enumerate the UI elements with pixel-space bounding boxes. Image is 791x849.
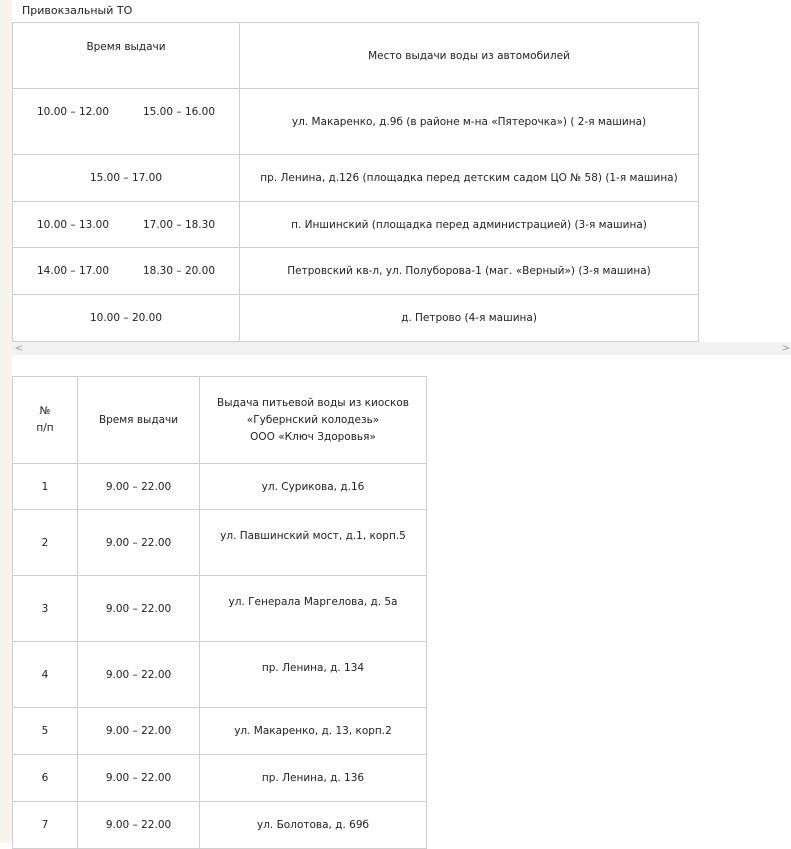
address-cell: ул. Макаренко, д. 13, корп.2	[200, 708, 427, 755]
header-kiosk-line: Выдача питьевой воды из киосков	[217, 396, 409, 409]
place-cell: д. Петрово (4-я машина)	[240, 295, 699, 342]
time-range: 14.00 – 17.00	[37, 265, 110, 277]
table-row	[13, 510, 427, 576]
number-cell: 2	[13, 510, 78, 576]
table-row	[13, 642, 427, 708]
address-cell: ул. Генерала Маргелова, д. 5а	[200, 576, 427, 642]
header-kiosk-cell	[200, 377, 427, 464]
number-cell: 4	[13, 642, 78, 708]
time-cell: 10.00 – 20.00	[13, 295, 240, 342]
address-cell: ул. Павшинский мост, д.1, корп.5	[200, 510, 427, 576]
time-cell: 9.00 – 22.00	[78, 802, 200, 849]
time-cell	[13, 89, 240, 155]
time-range: 10.00 – 13.00	[37, 218, 110, 231]
water-kiosks-table	[12, 376, 427, 849]
place-cell: п. Иншинский (площадка перед администрацией) (3-я машина)	[240, 202, 699, 248]
time-cell: 9.00 – 22.00	[78, 755, 200, 802]
number-cell: 1	[13, 464, 78, 510]
time-cell: 9.00 – 22.00	[78, 464, 200, 510]
time-range: 15.00 – 16.00	[142, 106, 215, 118]
table-row	[13, 248, 699, 295]
place-cell: пр. Ленина, д.126 (площадка перед детским садом ЦО № 58) (1-я машина)	[240, 155, 699, 202]
scroll-right-arrow-icon[interactable]: >	[781, 343, 791, 354]
time-cell: 9.00 – 22.00	[78, 708, 200, 755]
time-cell: 9.00 – 22.00	[78, 576, 200, 642]
time-range: 18.30 – 20.00	[142, 265, 215, 277]
time-range: 17.00 – 18.30	[142, 218, 215, 231]
table-row	[13, 576, 427, 642]
time-cell: 9.00 – 22.00	[78, 642, 200, 708]
table-header-row	[13, 377, 427, 464]
header-kiosk-line: «Губернский колодезь»	[246, 413, 380, 426]
water-trucks-table	[12, 22, 699, 342]
table-row	[13, 464, 427, 510]
address-cell: пр. Ленина, д. 136	[200, 755, 427, 802]
header-number-line: п/п	[36, 422, 54, 434]
time-cell	[13, 202, 240, 248]
time-cell: 15.00 – 17.00	[13, 155, 240, 202]
table-header-row	[13, 23, 699, 89]
table-row	[13, 295, 699, 342]
number-cell: 5	[13, 708, 78, 755]
header-number-cell	[13, 377, 78, 464]
header-kiosk-line: ООО «Ключ Здоровья»	[250, 430, 376, 443]
place-cell: ул. Макаренко, д.9б (в районе м-на «Пятерочка») ( 2-я машина)	[240, 89, 699, 155]
header-time-cell: Время выдачи	[78, 377, 200, 464]
address-cell: пр. Ленина, д. 134	[200, 642, 427, 708]
time-range: 10.00 – 12.00	[37, 106, 110, 118]
section-title: Привокзальный ТО	[22, 4, 133, 17]
table-row	[13, 89, 699, 155]
header-time-cell: Время выдачи	[13, 23, 240, 89]
time-cell: 9.00 – 22.00	[78, 510, 200, 576]
horizontal-scrollbar[interactable]	[12, 342, 791, 355]
number-cell: 3	[13, 576, 78, 642]
table-row	[13, 755, 427, 802]
address-cell: ул. Сурикова, д.16	[200, 464, 427, 510]
header-number-line: №	[39, 405, 51, 417]
header-place-cell: Место выдачи воды из автомобилей	[240, 23, 699, 89]
table-row	[13, 202, 699, 248]
time-cell	[13, 248, 240, 295]
scroll-left-arrow-icon[interactable]: <	[14, 343, 24, 354]
table-row	[13, 802, 427, 849]
number-cell: 7	[13, 802, 78, 849]
left-decorative-strip	[0, 0, 12, 843]
place-cell: Петровский кв-л, ул. Полуборова-1 (маг. «Верный») (3-я машина)	[240, 248, 699, 295]
table-row	[13, 155, 699, 202]
table-row	[13, 708, 427, 755]
number-cell: 6	[13, 755, 78, 802]
address-cell: ул. Болотова, д. 69б	[200, 802, 427, 849]
